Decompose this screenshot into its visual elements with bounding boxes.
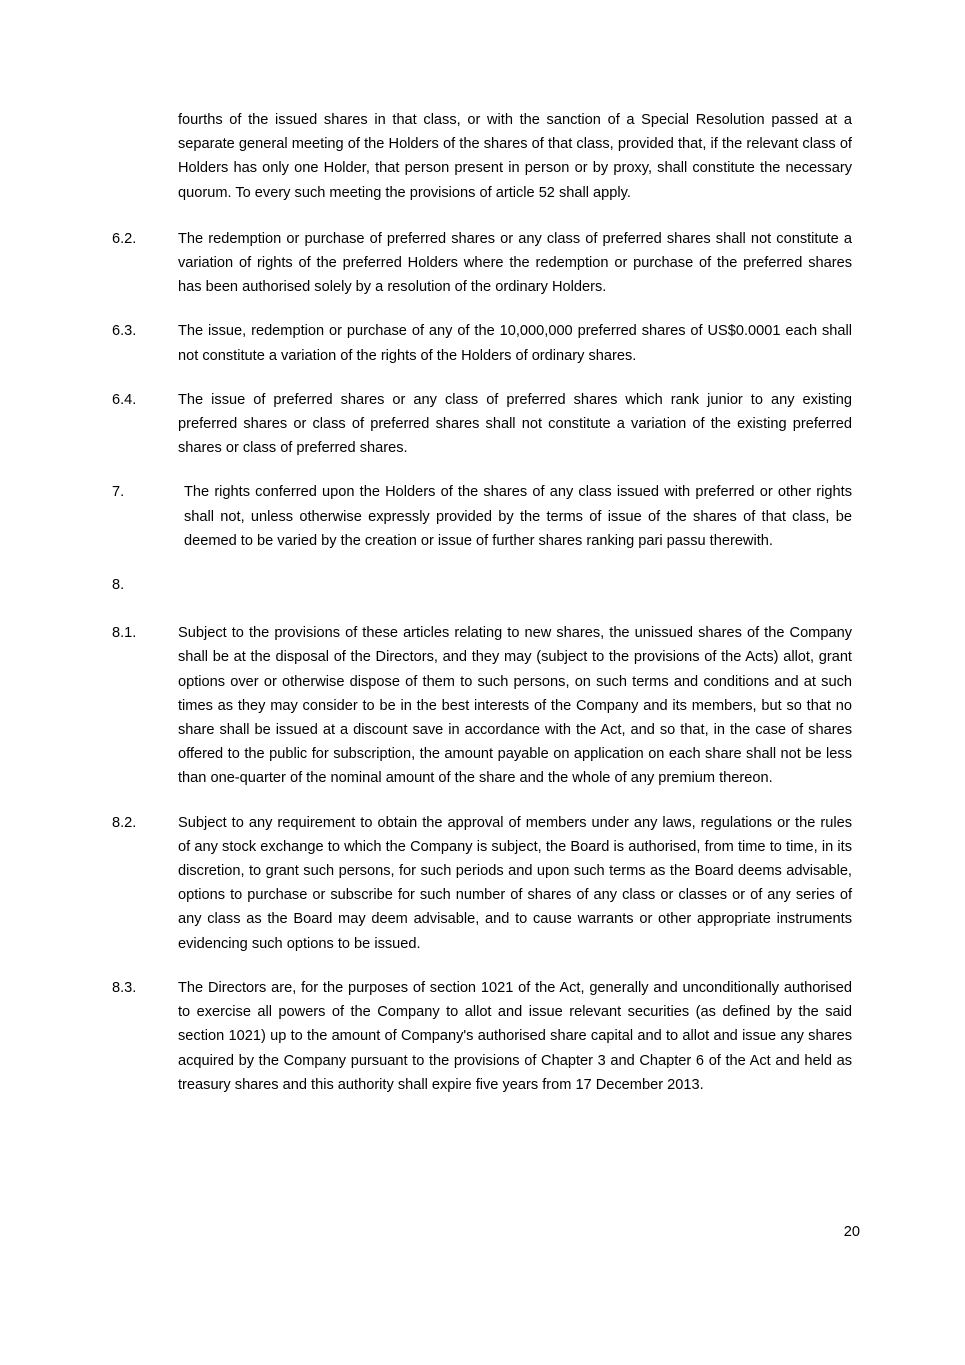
page-number: 20 — [843, 1224, 860, 1240]
paragraph-text: The redemption or purchase of preferred shares or any class of preferred shares shall not constitute a variation of rights of the preferred Holders where the redemption or purchase of the preferred shares has been authorised solely by a resolution of the ordinary Holders. — [178, 230, 852, 296]
paragraph-7 — [112, 480, 852, 553]
paragraph-text: fourths of the issued shares in that class, or with the sanction of a Special Resolution passed at a separate general meeting of the Holders of the shares of that class, provided that, if the relevant class of Holders has only one Holder, that person present in person or by proxy, shall constitute the necessary quorum. To every such meeting the provisions of article 52 shall apply. — [178, 112, 852, 201]
paragraph-6-4 — [112, 388, 852, 461]
paragraph-number: 6.3. — [112, 323, 137, 340]
paragraph-text: The rights conferred upon the Holders of the shares of any class issued with preferred or other rights shall not, unless otherwise expressly provided by the terms of issue of the shares of that class, be deemed to be varied by the creation or issue of further shares ranking pari passu therewith. — [184, 484, 852, 549]
paragraph-text: The Directors are, for the purposes of section 1021 of the Act, generally and unconditionally authorised to exercise all powers of the Company to allot and issue relevant securities (as defined by the said section 1021) up to the amount of Company's authorised share capital and to allot and issue any shares acquired by the Company pursuant to the provisions of Chapter 3 and Chapter 6 of the Act and held as treasury shares and this authority shall expire five years from 17 December 2013. — [178, 979, 852, 1093]
document-body — [112, 108, 852, 1117]
paragraph-text: Subject to the provisions of these articles relating to new shares, the unissued shares of the Company shall be at the disposal of the Directors, and they may (subject to the provisions of the Acts) allot, grant options over or otherwise dispose of them to such persons, on such terms and conditions and at such times as they may consider to be in the best interests of the Company and its members, but so that no share shall be issued at a discount save in accordance with the Act, and so that, in the case of shares offered to the public for subscription, the amount payable on application on each share shall not be less than one-quarter of the nominal amount of the share and the whole of any premium thereon. — [178, 625, 852, 787]
paragraph-text: Subject to any requirement to obtain the approval of members under any laws, regulations or the rules of any stock exchange to which the Company is subject, the Board is authorised, from time to time, in its discretion, to grant such persons, for such periods and upon such terms as the Board deems advisable, options to purchase or subscribe for such number of shares of any class or classes or of any series of any class as the Board may deem advisable, and to cause warrants or other appropriate instruments evidencing such options to be issued. — [178, 814, 852, 952]
paragraph-number: 8.2. — [112, 814, 137, 831]
paragraph-continuation — [112, 108, 852, 205]
paragraph-text: The issue, redemption or purchase of any of the 10,000,000 preferred shares of US$0.0001 each shall not constitute a variation of the rights of the Holders of ordinary shares. — [178, 323, 852, 364]
paragraph-number: 6.2. — [112, 230, 137, 247]
paragraph-number: 8.1. — [112, 625, 137, 642]
paragraph-8-heading — [112, 573, 852, 597]
paragraph-number: 8. — [112, 577, 125, 594]
paragraph-number: 8.3. — [112, 979, 137, 996]
paragraph-8-1 — [112, 621, 852, 790]
paragraph-6-2 — [112, 227, 852, 300]
paragraph-text: The issue of preferred shares or any class of preferred shares which rank junior to any existing preferred shares or class of preferred shares shall not constitute a variation of the existing preferred shares or class of preferred shares. — [178, 391, 852, 457]
paragraph-8-3 — [112, 976, 852, 1097]
paragraph-6-3 — [112, 319, 852, 367]
paragraph-number: 7. — [112, 484, 125, 501]
paragraph-number: 6.4. — [112, 391, 137, 408]
paragraph-8-2 — [112, 811, 852, 956]
